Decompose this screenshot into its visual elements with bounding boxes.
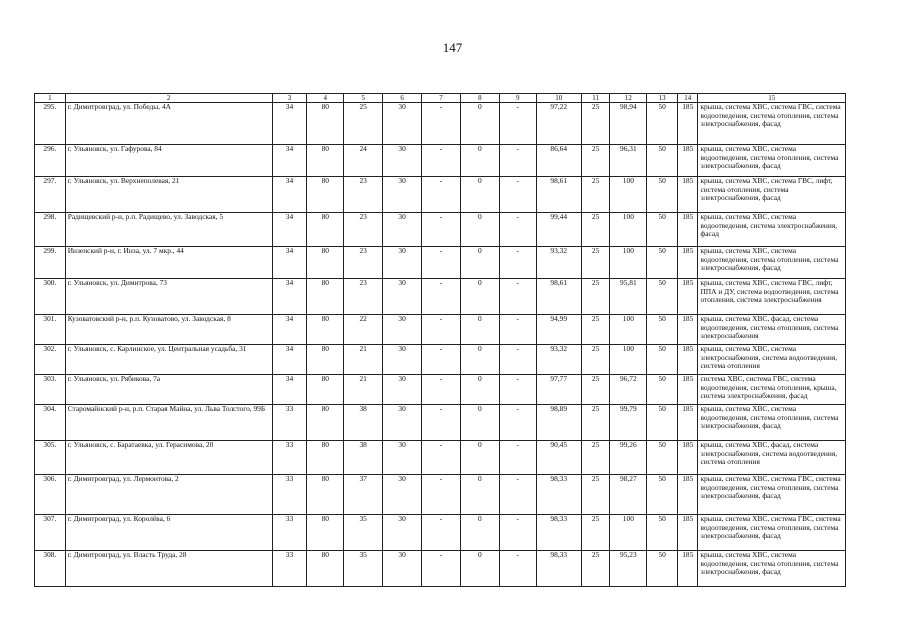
value-cell: 37 <box>344 475 383 515</box>
works-list-cell: крыша, система ХВС, система водоотведения, система отопления, система электроснабжения, фасад <box>698 145 846 177</box>
value-cell: 80 <box>307 145 344 177</box>
row-number-cell: 298. <box>35 213 66 247</box>
value-cell: 0 <box>460 515 499 551</box>
address-cell: Старомайнский р-н, р.п. Старая Майна, ул. Льва Толстого, 99Б <box>65 405 272 441</box>
table-row <box>35 375 846 405</box>
works-list-cell: крыша, система ХВС, система ГВС, система водоотведения, система отопления, система электроснабжения, фасад <box>698 515 846 551</box>
value-cell: 50 <box>647 213 678 247</box>
works-list-cell: крыша, система ХВС, система электроснабжения, система водоотведения, система отопления <box>698 345 846 375</box>
table-row <box>35 515 846 551</box>
value-cell: 99,26 <box>610 441 647 475</box>
value-cell: 30 <box>383 345 422 375</box>
works-list-cell: крыша, система ХВС, система водоотведения, система отопления, система электроснабжения, фасад <box>698 405 846 441</box>
works-list-cell: система ХВС, система ГВС, система водоотведения, система отопления, крыша, система электроснабжения, фасад <box>698 375 846 405</box>
value-cell: 33 <box>272 441 307 475</box>
value-cell: 185 <box>678 145 698 177</box>
row-number-cell: 295. <box>35 103 66 145</box>
value-cell: 34 <box>272 213 307 247</box>
value-cell: 34 <box>272 315 307 345</box>
value-cell: 100 <box>610 247 647 279</box>
value-cell: 185 <box>678 405 698 441</box>
value-cell: - <box>422 345 461 375</box>
value-cell: 80 <box>307 315 344 345</box>
value-cell: 94,99 <box>536 315 581 345</box>
value-cell: 22 <box>344 315 383 345</box>
value-cell: 0 <box>460 315 499 345</box>
value-cell: 0 <box>460 375 499 405</box>
value-cell: 50 <box>647 177 678 213</box>
row-number-cell: 301. <box>35 315 66 345</box>
row-number-cell: 304. <box>35 405 66 441</box>
value-cell: 33 <box>272 405 307 441</box>
value-cell: 25 <box>581 213 610 247</box>
table-row <box>35 177 846 213</box>
value-cell: 35 <box>344 515 383 551</box>
value-cell: 25 <box>581 441 610 475</box>
value-cell: - <box>422 247 461 279</box>
value-cell: 80 <box>307 103 344 145</box>
value-cell: 30 <box>383 145 422 177</box>
value-cell: - <box>499 315 536 345</box>
value-cell: - <box>499 515 536 551</box>
column-header: 12 <box>610 94 647 103</box>
column-header: 8 <box>460 94 499 103</box>
row-number-cell: 308. <box>35 551 66 587</box>
value-cell: 30 <box>383 375 422 405</box>
table-row <box>35 213 846 247</box>
table-body <box>35 103 846 587</box>
works-list-cell: крыша, система ХВС, система водоотведения, система отопления, система электроснабжения, фасад <box>698 247 846 279</box>
value-cell: 100 <box>610 177 647 213</box>
value-cell: 30 <box>383 177 422 213</box>
value-cell: 33 <box>272 475 307 515</box>
value-cell: 50 <box>647 441 678 475</box>
address-cell: г. Ульяновск, ул. Рябикова, 7а <box>65 375 272 405</box>
works-list-cell: крыша, система ХВС, система ГВС, лифт, система отопления, система электроснабжения, фасад <box>698 177 846 213</box>
value-cell: 50 <box>647 551 678 587</box>
value-cell: 98,33 <box>536 475 581 515</box>
value-cell: 185 <box>678 475 698 515</box>
value-cell: - <box>422 103 461 145</box>
value-cell: 30 <box>383 405 422 441</box>
value-cell: 98,61 <box>536 177 581 213</box>
value-cell: 185 <box>678 551 698 587</box>
value-cell: 185 <box>678 103 698 145</box>
value-cell: 23 <box>344 177 383 213</box>
address-cell: г. Димитровград, ул. Власть Труда, 28 <box>65 551 272 587</box>
address-cell: г. Ульяновск, с. Карлинское, ул. Центральная усадьба, 31 <box>65 345 272 375</box>
value-cell: - <box>422 441 461 475</box>
value-cell: 30 <box>383 213 422 247</box>
value-cell: 23 <box>344 247 383 279</box>
value-cell: 34 <box>272 103 307 145</box>
value-cell: 80 <box>307 405 344 441</box>
value-cell: 33 <box>272 515 307 551</box>
value-cell: 50 <box>647 515 678 551</box>
value-cell: - <box>499 279 536 315</box>
value-cell: 30 <box>383 247 422 279</box>
table-row <box>35 279 846 315</box>
value-cell: 50 <box>647 145 678 177</box>
value-cell: 30 <box>383 279 422 315</box>
value-cell: 25 <box>581 515 610 551</box>
works-list-cell: крыша, система ХВС, система ГВС, лифт, ППА и ДУ, система водоотведения, система отопления, система электроснабжения <box>698 279 846 315</box>
value-cell: 0 <box>460 177 499 213</box>
table-row <box>35 103 846 145</box>
value-cell: 34 <box>272 345 307 375</box>
works-list-cell: крыша, система ХВС, система ГВС, система водоотведения, система отопления, система электроснабжения, фасад <box>698 103 846 145</box>
value-cell: - <box>499 405 536 441</box>
column-header: 2 <box>65 94 272 103</box>
value-cell: 185 <box>678 213 698 247</box>
value-cell: 21 <box>344 375 383 405</box>
value-cell: 50 <box>647 475 678 515</box>
row-number-cell: 297. <box>35 177 66 213</box>
value-cell: 25 <box>581 247 610 279</box>
value-cell: 0 <box>460 279 499 315</box>
value-cell: 97,77 <box>536 375 581 405</box>
table-row <box>35 441 846 475</box>
value-cell: 0 <box>460 345 499 375</box>
table-row <box>35 475 846 515</box>
column-header: 13 <box>647 94 678 103</box>
value-cell: 80 <box>307 177 344 213</box>
value-cell: 93,32 <box>536 345 581 375</box>
value-cell: 86,64 <box>536 145 581 177</box>
value-cell: 30 <box>383 551 422 587</box>
address-cell: г. Димитровград, ул. Королёва, 6 <box>65 515 272 551</box>
value-cell: 185 <box>678 315 698 345</box>
registry-table <box>34 93 846 587</box>
value-cell: 34 <box>272 279 307 315</box>
table-row <box>35 247 846 279</box>
value-cell: 25 <box>344 103 383 145</box>
value-cell: 97,22 <box>536 103 581 145</box>
table-row <box>35 551 846 587</box>
value-cell: 30 <box>383 515 422 551</box>
value-cell: 80 <box>307 475 344 515</box>
value-cell: 0 <box>460 475 499 515</box>
value-cell: 80 <box>307 441 344 475</box>
value-cell: - <box>499 475 536 515</box>
value-cell: 0 <box>460 405 499 441</box>
value-cell: - <box>499 213 536 247</box>
value-cell: 34 <box>272 177 307 213</box>
address-cell: г. Димитровград, ул. Лермонтова, 2 <box>65 475 272 515</box>
column-header: 5 <box>344 94 383 103</box>
row-number-cell: 303. <box>35 375 66 405</box>
value-cell: - <box>499 247 536 279</box>
works-list-cell: крыша, система ХВС, система водоотведения, система электроснабжения, фасад <box>698 213 846 247</box>
column-header-row <box>35 94 846 103</box>
row-number-cell: 307. <box>35 515 66 551</box>
column-header: 9 <box>499 94 536 103</box>
value-cell: 21 <box>344 345 383 375</box>
table-row <box>35 315 846 345</box>
value-cell: 0 <box>460 213 499 247</box>
value-cell: 38 <box>344 405 383 441</box>
value-cell: 98,94 <box>610 103 647 145</box>
value-cell: 34 <box>272 145 307 177</box>
address-cell: Радищевский р-н, р.п. Радищево, ул. Заводская, 5 <box>65 213 272 247</box>
value-cell: 96,31 <box>610 145 647 177</box>
table-row <box>35 145 846 177</box>
value-cell: 50 <box>647 375 678 405</box>
value-cell: 93,32 <box>536 247 581 279</box>
value-cell: 25 <box>581 345 610 375</box>
value-cell: 25 <box>581 405 610 441</box>
value-cell: 25 <box>581 475 610 515</box>
value-cell: - <box>422 315 461 345</box>
value-cell: 23 <box>344 213 383 247</box>
value-cell: - <box>422 145 461 177</box>
value-cell: - <box>499 103 536 145</box>
value-cell: - <box>499 345 536 375</box>
works-list-cell: крыша, система ХВС, фасад, система водоотведения, система отопления, система электроснабжения <box>698 315 846 345</box>
value-cell: 25 <box>581 177 610 213</box>
row-number-cell: 296. <box>35 145 66 177</box>
value-cell: 185 <box>678 177 698 213</box>
address-cell: Инзенский р-н, г. Инза, ул. 7 мкр., 44 <box>65 247 272 279</box>
value-cell: 0 <box>460 103 499 145</box>
column-header: 15 <box>698 94 846 103</box>
table-row <box>35 405 846 441</box>
address-cell: г. Ульяновск, с. Баратаевка, ул. Герасимова, 20 <box>65 441 272 475</box>
column-header: 4 <box>307 94 344 103</box>
value-cell: 185 <box>678 279 698 315</box>
value-cell: 38 <box>344 441 383 475</box>
value-cell: 80 <box>307 345 344 375</box>
value-cell: 185 <box>678 247 698 279</box>
page-number: 147 <box>442 40 463 55</box>
address-cell: г. Ульяновск, ул. Верхнеполевая, 21 <box>65 177 272 213</box>
row-number-cell: 306. <box>35 475 66 515</box>
value-cell: 50 <box>647 405 678 441</box>
address-cell: г. Ульяновск, ул. Димитрова, 73 <box>65 279 272 315</box>
value-cell: - <box>499 441 536 475</box>
value-cell: 50 <box>647 345 678 375</box>
value-cell: 185 <box>678 441 698 475</box>
value-cell: - <box>422 279 461 315</box>
value-cell: 25 <box>581 279 610 315</box>
value-cell: 100 <box>610 345 647 375</box>
value-cell: 0 <box>460 551 499 587</box>
value-cell: 100 <box>610 213 647 247</box>
works-list-cell: крыша, система ХВС, система ГВС, система водоотведения, система отопления, система электроснабжения, фасад <box>698 475 846 515</box>
value-cell: - <box>499 551 536 587</box>
value-cell: - <box>499 177 536 213</box>
value-cell: 185 <box>678 515 698 551</box>
row-number-cell: 302. <box>35 345 66 375</box>
value-cell: 80 <box>307 279 344 315</box>
value-cell: 95,23 <box>610 551 647 587</box>
value-cell: 98,33 <box>536 551 581 587</box>
value-cell: 30 <box>383 475 422 515</box>
value-cell: 24 <box>344 145 383 177</box>
value-cell: - <box>422 405 461 441</box>
value-cell: 50 <box>647 315 678 345</box>
column-header: 6 <box>383 94 422 103</box>
column-header: 1 <box>35 94 66 103</box>
value-cell: 100 <box>610 315 647 345</box>
value-cell: 0 <box>460 247 499 279</box>
value-cell: 80 <box>307 213 344 247</box>
value-cell: 0 <box>460 145 499 177</box>
value-cell: 90,45 <box>536 441 581 475</box>
column-header: 7 <box>422 94 461 103</box>
value-cell: - <box>422 551 461 587</box>
value-cell: 185 <box>678 345 698 375</box>
value-cell: - <box>422 475 461 515</box>
value-cell: 80 <box>307 247 344 279</box>
value-cell: 30 <box>383 441 422 475</box>
value-cell: 98,27 <box>610 475 647 515</box>
value-cell: - <box>499 375 536 405</box>
value-cell: 98,89 <box>536 405 581 441</box>
value-cell: 25 <box>581 103 610 145</box>
value-cell: - <box>499 145 536 177</box>
column-header: 11 <box>581 94 610 103</box>
row-number-cell: 305. <box>35 441 66 475</box>
works-list-cell: крыша, система ХВС, фасад, система электроснабжения, система водоотведения, система отопления <box>698 441 846 475</box>
value-cell: 95,81 <box>610 279 647 315</box>
row-number-cell: 300. <box>35 279 66 315</box>
value-cell: 99,79 <box>610 405 647 441</box>
value-cell: 50 <box>647 279 678 315</box>
value-cell: 100 <box>610 515 647 551</box>
value-cell: 80 <box>307 551 344 587</box>
works-list-cell: крыша, система ХВС, система водоотведения, система отопления, система электроснабжения, фасад <box>698 551 846 587</box>
value-cell: 25 <box>581 375 610 405</box>
address-cell: г. Ульяновск, ул. Гафурова, 84 <box>65 145 272 177</box>
value-cell: 23 <box>344 279 383 315</box>
value-cell: 35 <box>344 551 383 587</box>
value-cell: 185 <box>678 375 698 405</box>
value-cell: 34 <box>272 247 307 279</box>
value-cell: 33 <box>272 551 307 587</box>
column-header: 3 <box>272 94 307 103</box>
value-cell: - <box>422 515 461 551</box>
value-cell: 25 <box>581 145 610 177</box>
address-cell: Кузоватовский р-н, р.п. Кузоватово, ул. Заводская, 8 <box>65 315 272 345</box>
value-cell: 80 <box>307 375 344 405</box>
row-number-cell: 299. <box>35 247 66 279</box>
value-cell: 0 <box>460 441 499 475</box>
value-cell: 96,72 <box>610 375 647 405</box>
column-header: 14 <box>678 94 698 103</box>
value-cell: 30 <box>383 315 422 345</box>
value-cell: 98,33 <box>536 515 581 551</box>
value-cell: 98,61 <box>536 279 581 315</box>
value-cell: - <box>422 177 461 213</box>
value-cell: 25 <box>581 315 610 345</box>
value-cell: - <box>422 213 461 247</box>
value-cell: 30 <box>383 103 422 145</box>
value-cell: 34 <box>272 375 307 405</box>
value-cell: 25 <box>581 551 610 587</box>
value-cell: 50 <box>647 247 678 279</box>
value-cell: 99,44 <box>536 213 581 247</box>
column-header: 10 <box>536 94 581 103</box>
table-row <box>35 345 846 375</box>
address-cell: г. Димитровград, ул. Победы, 4А <box>65 103 272 145</box>
value-cell: 80 <box>307 515 344 551</box>
value-cell: 50 <box>647 103 678 145</box>
value-cell: - <box>422 375 461 405</box>
